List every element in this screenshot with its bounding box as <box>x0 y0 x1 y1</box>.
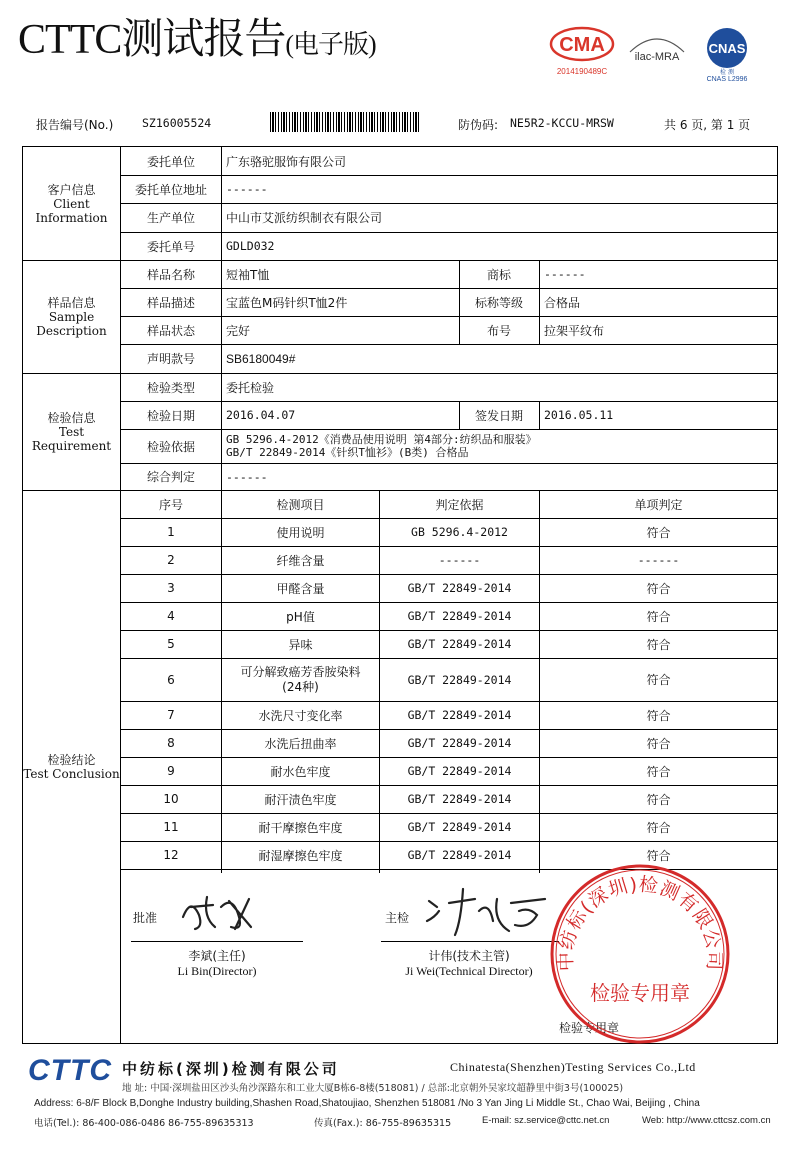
row-item: 使用说明 <box>276 525 325 540</box>
row-basis: GB/T 22849-2014 <box>407 764 512 778</box>
grade-value: 合格品 <box>544 295 581 310</box>
row-no: 11 <box>163 820 179 834</box>
style-no-label: 声明款号 <box>146 352 195 366</box>
fabric-value: 拉架平纹布 <box>544 323 605 338</box>
row-basis: GB/T 22849-2014 <box>407 820 512 834</box>
sample-section-label: 样品信息 Sample Description <box>23 260 121 373</box>
company-name-en: Chinatesta(Shenzhen)Testing Services Co.,Ltd <box>450 1060 696 1074</box>
test-date-value: 2016.04.07 <box>226 408 296 422</box>
row-item: 耐水色牢度 <box>270 764 331 779</box>
issue-date-value: 2016.05.11 <box>544 408 614 422</box>
report-no-label: 报告编号(No.) <box>36 118 114 132</box>
row-result: 符合 <box>646 637 671 652</box>
row-no: 9 <box>167 764 175 778</box>
row-item: 耐汗渍色牢度 <box>264 792 337 807</box>
email-link[interactable]: E-mail: sz.service@cttc.net.cn <box>482 1115 610 1126</box>
checker-signature <box>419 881 559 941</box>
test-section-label: 检验信息 Test Requirement <box>23 373 121 490</box>
row-no: 8 <box>167 736 175 750</box>
test-date-label: 检验日期 <box>146 408 195 423</box>
row-result: 符合 <box>646 708 671 723</box>
client-label: 委托单位 <box>146 154 195 169</box>
row-basis: GB/T 22849-2014 <box>407 637 512 651</box>
report-no: SZ16005524 <box>142 116 212 130</box>
svg-text:检验专用章: 检验专用章 <box>590 981 690 1005</box>
row-no: 5 <box>167 637 175 651</box>
phone: 电话(Tel.): 86-400-086-0486 86-755-89635313 <box>34 1118 254 1129</box>
anti-fake-code: NE5R2-KCCU-MRSW <box>510 116 614 130</box>
row-basis: GB/T 22849-2014 <box>407 672 512 687</box>
address-cn: 地 址: 中国·深圳盐田区沙头角沙深路东和工业大厦B栋6-8楼(518081) / 总部:北京朝外吴家坟超静里中街3号(100025) <box>122 1083 624 1094</box>
cnas-logo <box>694 26 760 82</box>
row-no: 10 <box>163 792 179 806</box>
sample-name-value: 短袖T恤 <box>226 267 270 282</box>
checker-name-cn: 计伟(技术主管) <box>428 948 510 963</box>
grade-label: 标称等级 <box>474 295 523 310</box>
company-name-cn: 中纺标(深圳)检测有限公司 <box>122 1060 340 1078</box>
style-no-value: SB6180049# <box>226 351 296 366</box>
checker-name-en: Ji Wei(Technical Director) <box>405 963 533 978</box>
row-result: 符合 <box>646 609 671 624</box>
row-result: 符合 <box>646 792 671 807</box>
col-header-item: 检测项目 <box>276 497 325 512</box>
row-basis: GB/T 22849-2014 <box>407 609 512 623</box>
row-result: ------ <box>637 553 680 567</box>
website-link[interactable]: Web: http://www.cttcsz.com.cn <box>642 1115 771 1126</box>
barcode <box>270 112 420 132</box>
svg-text:2014190489C: 2014190489C <box>556 67 608 76</box>
row-result: 符合 <box>646 736 671 751</box>
test-type-value: 委托检验 <box>226 380 275 395</box>
row-item: 耐湿摩擦色牢度 <box>258 848 343 863</box>
anti-fake-label: 防伪码: <box>458 118 499 132</box>
row-item: 水洗尺寸变化率 <box>258 708 343 723</box>
row-no: 7 <box>167 708 175 722</box>
brand-label: 商标 <box>486 267 511 282</box>
row-basis: GB/T 22849-2014 <box>407 708 512 722</box>
row-item: 甲醛含量 <box>276 581 325 596</box>
row-item: 可分解致癌芳香胺染料 (24种) <box>240 664 361 694</box>
row-result: 符合 <box>646 581 671 596</box>
row-basis: GB/T 22849-2014 <box>407 848 512 862</box>
row-no: 1 <box>167 525 175 539</box>
row-basis: GB/T 22849-2014 <box>407 792 512 806</box>
report-title: CTTC测试报告(电子版) <box>18 17 376 63</box>
row-no: 4 <box>167 609 175 623</box>
svg-text:ilac-MRA: ilac-MRA <box>634 51 680 63</box>
sample-name-label: 样品名称 <box>146 267 195 282</box>
test-basis-label: 检验依据 <box>146 439 195 454</box>
approver-name-en: Li Bin(Director) <box>177 963 257 978</box>
row-result: 符合 <box>646 673 671 687</box>
cma-logo <box>548 24 616 80</box>
row-no: 6 <box>167 672 175 687</box>
test-type-label: 检验类型 <box>146 380 195 395</box>
overall-value: ------ <box>226 469 268 484</box>
svg-text:中纺标(深圳)检测有限公司: 中纺标(深圳)检测有限公司 <box>554 873 726 972</box>
row-item: 异味 <box>288 637 313 652</box>
check-label: 主检 <box>385 910 410 925</box>
col-header-result: 单项判定 <box>634 497 683 512</box>
row-basis: GB/T 22849-2014 <box>407 736 512 750</box>
ilac-mra-logo <box>624 30 690 70</box>
fabric-label: 布号 <box>486 323 511 338</box>
row-item: 水洗后扭曲率 <box>264 736 337 751</box>
row-item: pH值 <box>286 609 315 624</box>
col-header-basis: 判定依据 <box>435 497 484 512</box>
approver-signature <box>173 887 273 937</box>
client-address-value: ------ <box>226 182 268 196</box>
row-no: 3 <box>167 581 175 595</box>
sample-state-label: 样品状态 <box>146 323 195 338</box>
sample-desc-label: 样品描述 <box>146 295 195 310</box>
row-basis: GB/T 22849-2014 <box>407 581 512 595</box>
client-section-label: 客户信息 Client Information <box>23 147 121 260</box>
sample-desc-value: 宝蓝色M码针织T恤2件 <box>226 295 348 310</box>
stamp-caption: 检验专用章 <box>559 1020 620 1035</box>
manufacturer-value: 中山市艾派纺织制衣有限公司 <box>226 211 383 225</box>
svg-text:检 测: 检 测 <box>720 69 734 76</box>
client-value: 广东骆驼服饰有限公司 <box>226 154 347 169</box>
test-basis-value: GB 5296.4-2012《消费品使用说明 第4部分:纺织品和服装》 GB/T 22849-2014《针织T恤衫》(B类) 合格品 <box>226 433 537 459</box>
order-no-label: 委托单号 <box>146 239 195 254</box>
row-no: 2 <box>167 553 175 567</box>
issue-date-label: 签发日期 <box>474 408 523 423</box>
row-item: 耐干摩擦色牢度 <box>258 820 343 835</box>
manufacturer-label: 生产单位 <box>146 211 195 225</box>
fax: 传真(Fax.): 86-755-89635315 <box>314 1118 452 1129</box>
overall-label: 综合判定 <box>146 470 195 484</box>
cttc-logo: CTTC <box>28 1054 112 1087</box>
address-en: Address: 6-8/F Block B,Donghe Industry building,Shashen Road,Shatoujiao, Shenzhen 518081 /No 3 Yan Jing Li Middle St., Chao Wai, Beijing , China <box>34 1098 700 1109</box>
page-count: 共 6 页, 第 1 页 <box>664 118 751 132</box>
row-item: 纤维含量 <box>276 553 325 568</box>
approver-name-cn: 李斌(主任) <box>188 948 246 963</box>
row-result: 符合 <box>646 848 671 863</box>
row-result: 符合 <box>646 525 671 540</box>
row-basis: GB 5296.4-2012 <box>411 525 508 539</box>
col-header-no: 序号 <box>158 497 183 512</box>
brand-value: ------ <box>544 267 586 281</box>
sample-state-value: 完好 <box>226 323 251 338</box>
svg-text:CNAS: CNAS <box>708 41 746 56</box>
svg-text:CMA: CMA <box>559 34 605 56</box>
official-stamp <box>548 862 732 1046</box>
approve-label: 批准 <box>133 910 158 925</box>
row-result: 符合 <box>646 820 671 835</box>
row-basis: ------ <box>438 553 481 567</box>
conclusion-section-label: 检验结论 Test Conclusion <box>23 490 121 1043</box>
row-result: 符合 <box>646 764 671 779</box>
row-no: 12 <box>163 848 179 862</box>
svg-text:CNAS L2996: CNAS L2996 <box>706 76 748 82</box>
client-address-label: 委托单位地址 <box>134 182 207 197</box>
order-no-value: GDLD032 <box>226 239 275 253</box>
